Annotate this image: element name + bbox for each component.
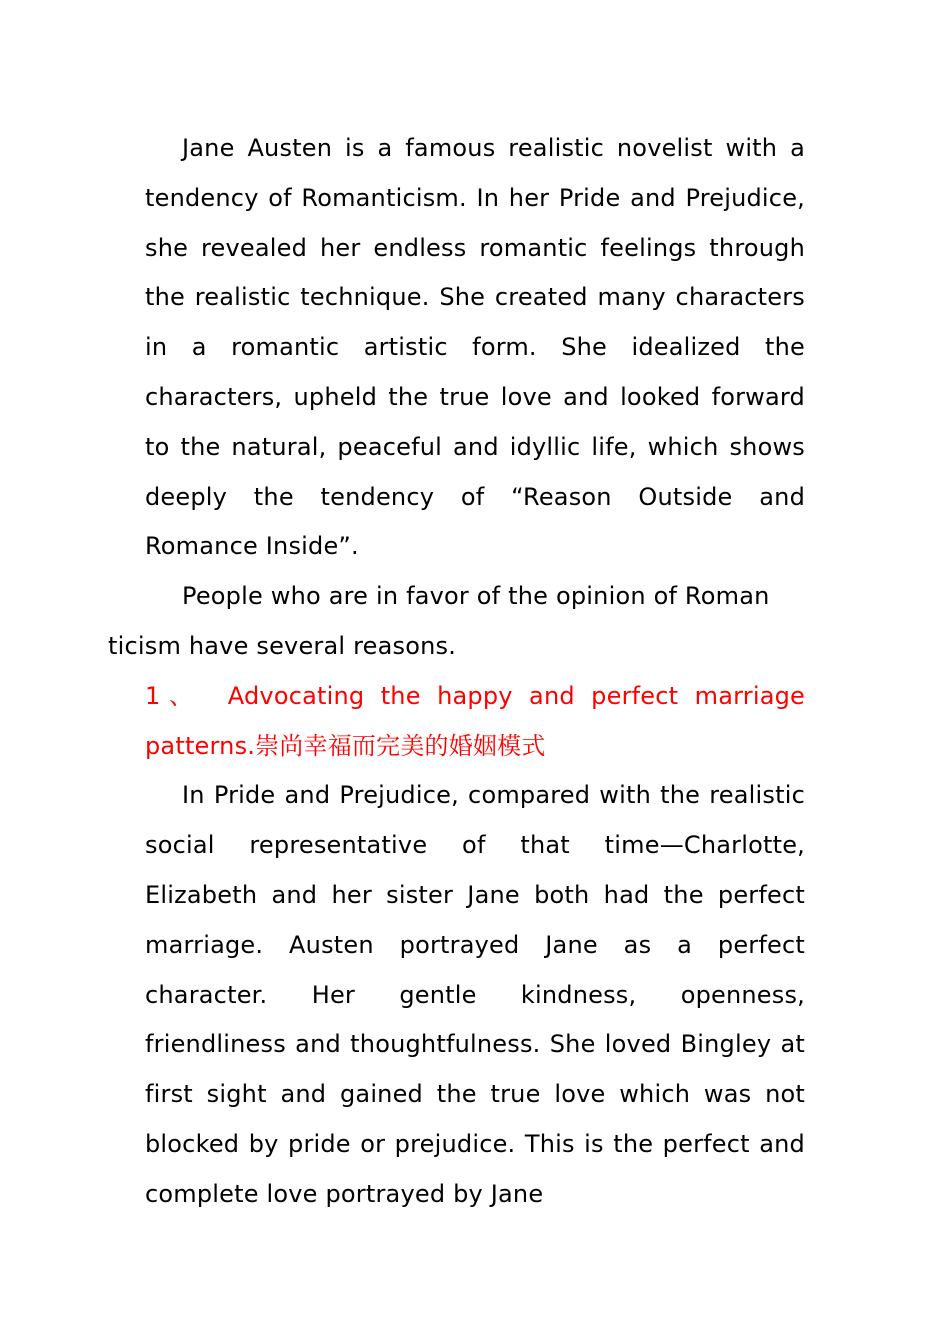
section-heading-1 <box>145 672 805 772</box>
section-number: 1、 <box>145 681 202 710</box>
section-heading-text: Advocating the happy and perfect marriage patterns.崇尚幸福而完美的婚姻模式 <box>145 681 806 760</box>
paragraph-romanticism-line1: People who are in favor of the opinion of Roman <box>182 582 770 611</box>
body-text <box>108 124 806 1220</box>
paragraph-romanticism-reasons <box>108 572 805 672</box>
paragraph-intro: Jane Austen is a famous realistic novelist with a tendency of Romanticism. In her Pride and Prejudice, she revealed her endless romantic feelings through the realistic technique. She created many characters in a romantic artistic form. She idealized the characters, upheld the true love and looked forward to the natural, peaceful and idyllic life, which shows deeply the tendency of “Reason Outside and Romance Inside”. <box>145 134 805 561</box>
paragraph-romanticism-line2: ticism have several reasons. <box>108 631 457 660</box>
paragraph-marriage: In Pride and Prejudice, compared with the realistic social representative of that time—Charlotte, Elizabeth and her sister Jane both had the perfect marriage. Austen portrayed Jane as a perfect character. Her gentle kindness, openness, friendliness and thoughtfulness. She loved Bingley at first sight and gained the true love which was not blocked by pride or prejudice. This is the perfect and complete love portrayed by Jane <box>145 781 805 1208</box>
